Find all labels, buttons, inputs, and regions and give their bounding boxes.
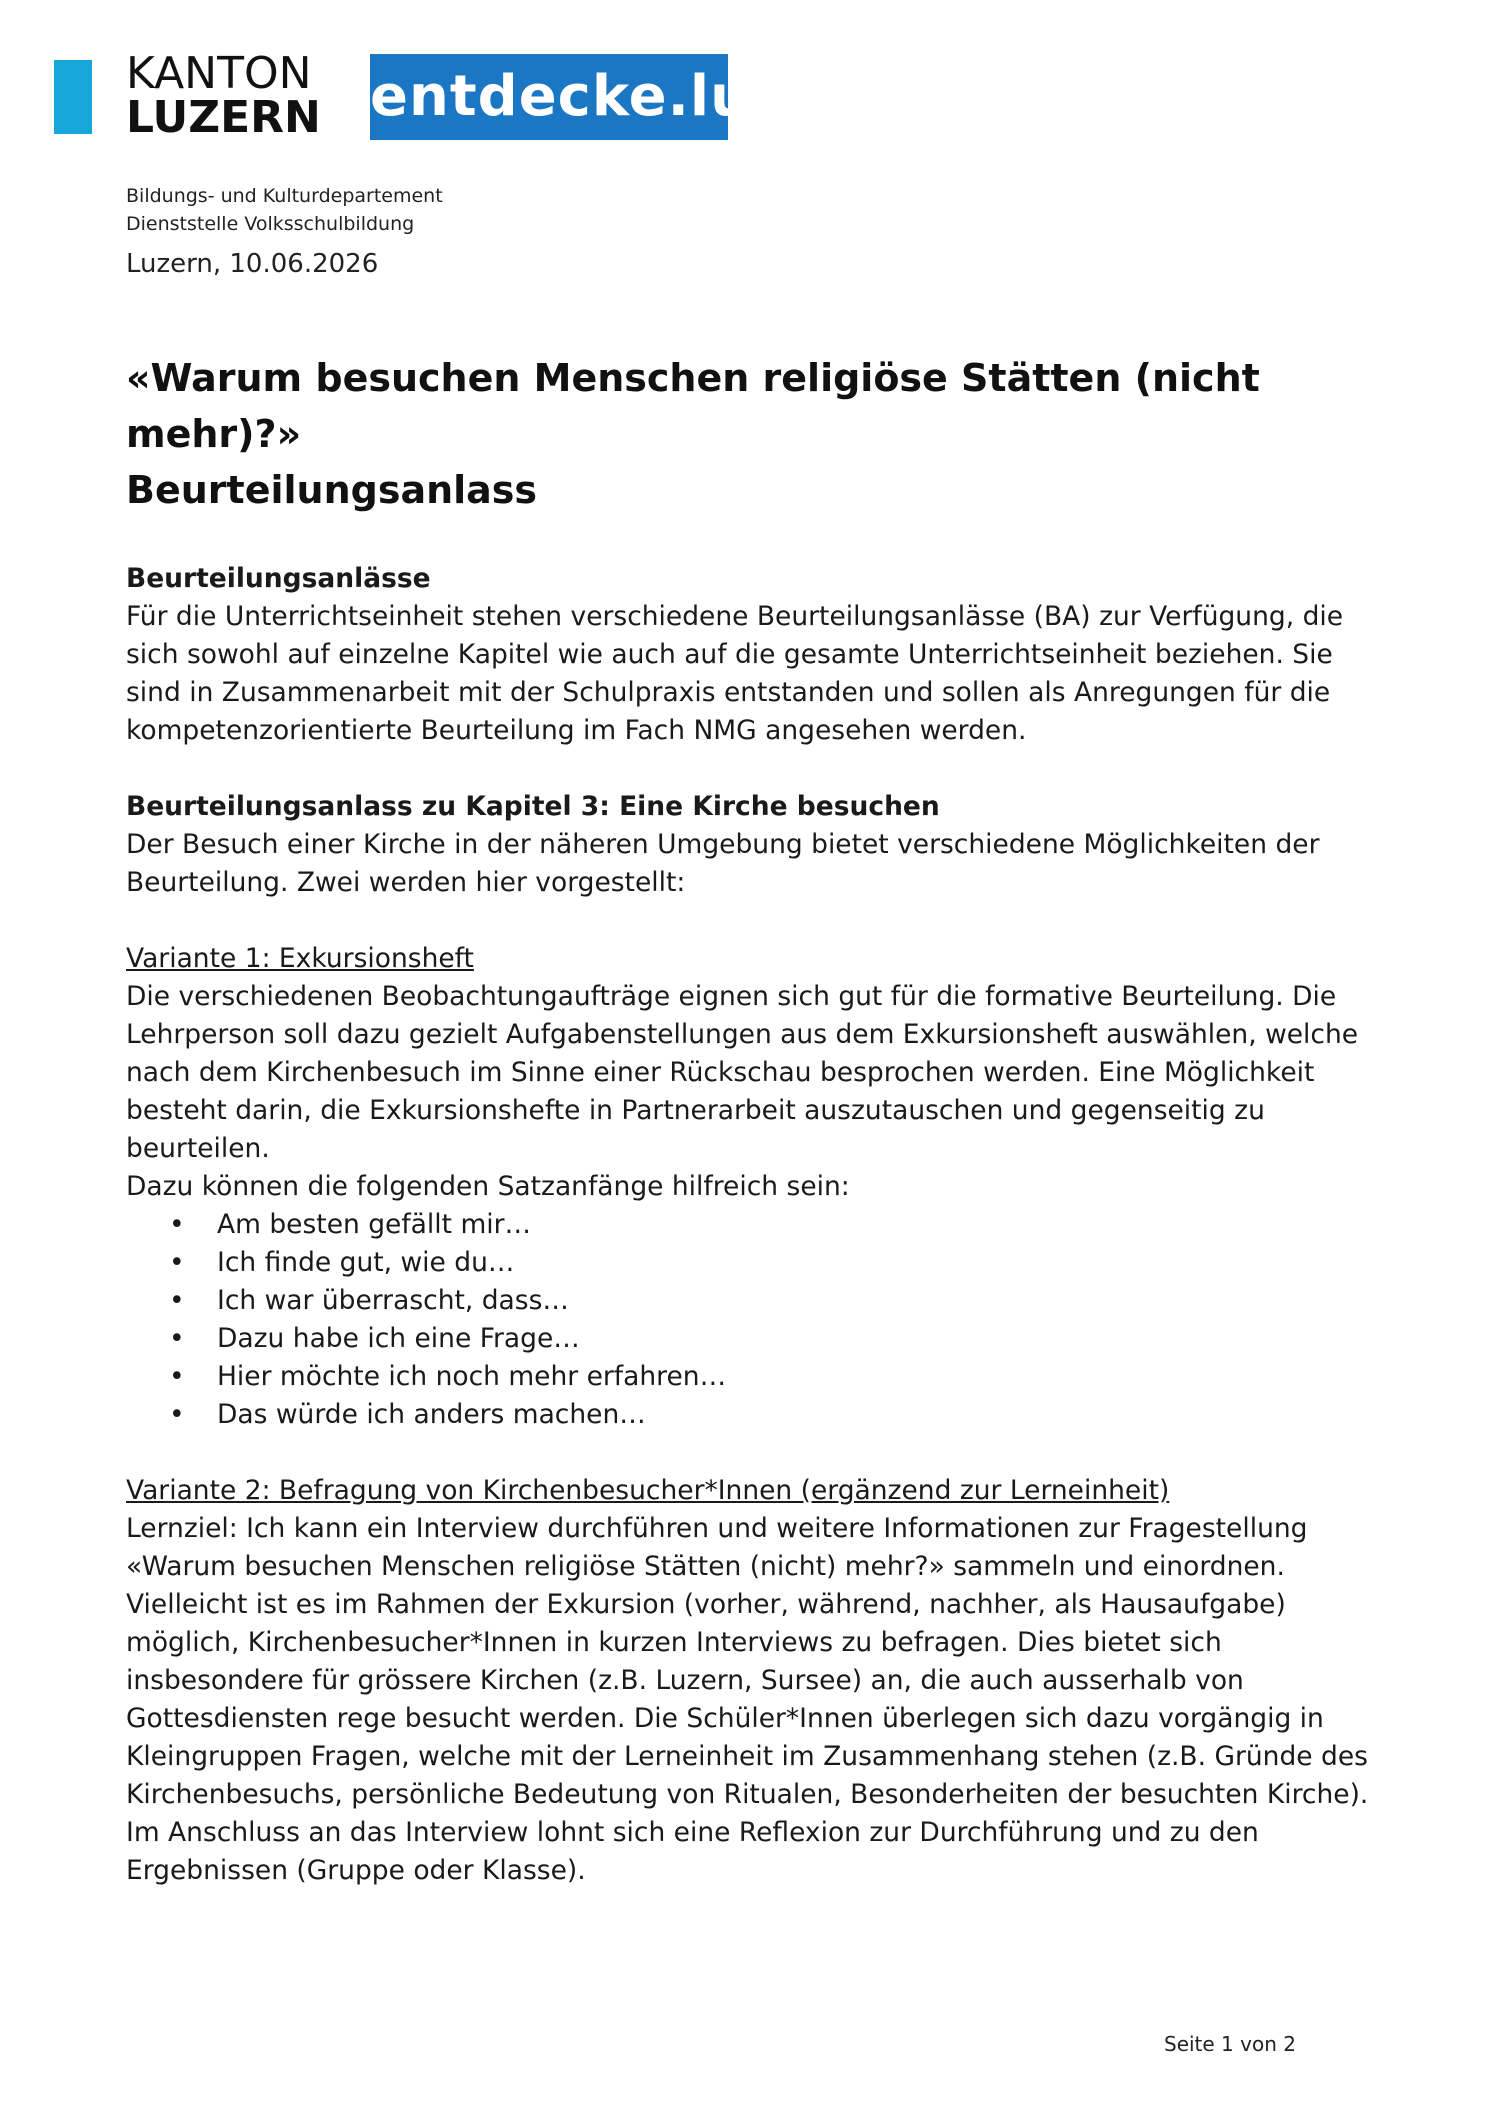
list-item: • Ich finde gut, wie du… [126, 1244, 1386, 1282]
title-line-1: «Warum besuchen Menschen religiöse Stätten (nicht [126, 356, 1260, 400]
title-block [126, 350, 1366, 518]
variant1-lead: Dazu können die folgenden Satzanfänge hilfreich sein: [126, 1171, 850, 1202]
page-title [126, 350, 1366, 518]
section-body-variant2: Lernziel: Ich kann ein Interview durchführen und weitere Informationen zur Fragestellung «Warum besuchen Menschen religiöse Stätten (nicht) mehr?» sammeln und einordnen. Vielleicht ist es im Rahmen der Exkursion (vorher, während, nachher, als Hausaufgabe) möglich, Kirchenbesucher*Innen in kurzen Interviews zu befragen. Dies bietet sich insbesondere für grössere Kirchen (z.B. Luzern, Sursee) an, die auch ausserhalb von Gottesdiensten rege besucht werden. Die Schüler*Innen überlegen sich dazu vorgängig in Kleingruppen Fragen, welche mit der Lerneinheit im Zusammenhang stehen (z.B. Gründe des Kirchenbesuchs, persönliche Bedeutung von Ritualen, Besonderheiten der besuchten Kirche). Im Anschluss an das Interview lohnt sich eine Reflexion zur Durchführung und zu den Ergebnissen (Gruppe oder Klasse). [126, 1513, 1369, 1886]
logo-line-luzern: LUZERN [126, 92, 321, 143]
bullet-icon: • [169, 1247, 185, 1278]
section-heading-variant2: Variante 2: Befragung von Kirchenbesucher*Innen (ergänzend zur Lerneinheit) [126, 1475, 1170, 1506]
section-heading-chapter3: Beurteilungsanlass zu Kapitel 3: Eine Kirche besuchen [126, 791, 940, 822]
section-body-variant1: Die verschiedenen Beobachtungaufträge eignen sich gut für die formative Beurteilung. Die Lehrperson soll dazu gezielt Aufgabenstellungen aus dem Exkursionsheft auswählen, welche nach dem Kirchenbesuch im Sinne einer Rückschau besprochen werden. Eine Möglichkeit besteht darin, die Exkursionshefte in Partnerarbeit auszutauschen und gegenseitig zu beurteilen. [126, 981, 1359, 1164]
bullet-icon: • [169, 1399, 185, 1430]
section-body-chapter3: Der Besuch einer Kirche in der näheren Umgebung bietet verschiedene Möglichkeiten der Beurteilung. Zwei werden hier vorgestellt: [126, 829, 1320, 898]
document-body [126, 560, 1386, 1890]
section-heading-variant1: Variante 1: Exkursionsheft [126, 943, 474, 974]
bullet-icon: • [169, 1361, 185, 1392]
kanton-logo-bar [54, 60, 92, 134]
sentence-starter-list [126, 1206, 1386, 1434]
bullet-icon: • [169, 1209, 185, 1240]
department-block [126, 182, 443, 238]
logo-line-kanton: KANTON [126, 48, 312, 99]
page-indicator: Seite 1 von 2 [1164, 2032, 1296, 2056]
title-line-2: mehr)?» [126, 412, 302, 456]
list-item: • Das würde ich anders machen… [126, 1396, 1386, 1434]
section-body-intro: Für die Unterrichtseinheit stehen verschiedene Beurteilungsanlässe (BA) zur Verfügung, die sich sowohl auf einzelne Kapitel wie auch auf die gesamte Unterrichtseinheit beziehen. Sie sind in Zusammenarbeit mit der Schulpraxis entstanden und sollen als Anregungen für die kompetenzorientierte Beurteilung im Fach NMG angesehen werden. [126, 601, 1344, 746]
document-date: Luzern, 10.06.2026 [126, 249, 379, 279]
list-item: • Am besten gefällt mir… [126, 1206, 1386, 1244]
bullet-icon: • [169, 1323, 185, 1354]
section-heading-intro: Beurteilungsanlässe [126, 563, 431, 594]
title-line-3: Beurteilungsanlass [126, 468, 538, 512]
list-item: • Ich war überrascht, dass… [126, 1282, 1386, 1320]
entdecke-lu-logo: entdecke.lu [370, 54, 728, 140]
bullet-icon: • [169, 1285, 185, 1316]
department-unit: Dienststelle Volksschulbildung [126, 213, 415, 235]
list-item: • Dazu habe ich eine Frage… [126, 1320, 1386, 1358]
list-item: • Hier möchte ich noch mehr erfahren… [126, 1358, 1386, 1396]
department-name: Bildungs- und Kulturdepartement [126, 185, 443, 207]
kanton-luzern-logo [126, 48, 321, 143]
